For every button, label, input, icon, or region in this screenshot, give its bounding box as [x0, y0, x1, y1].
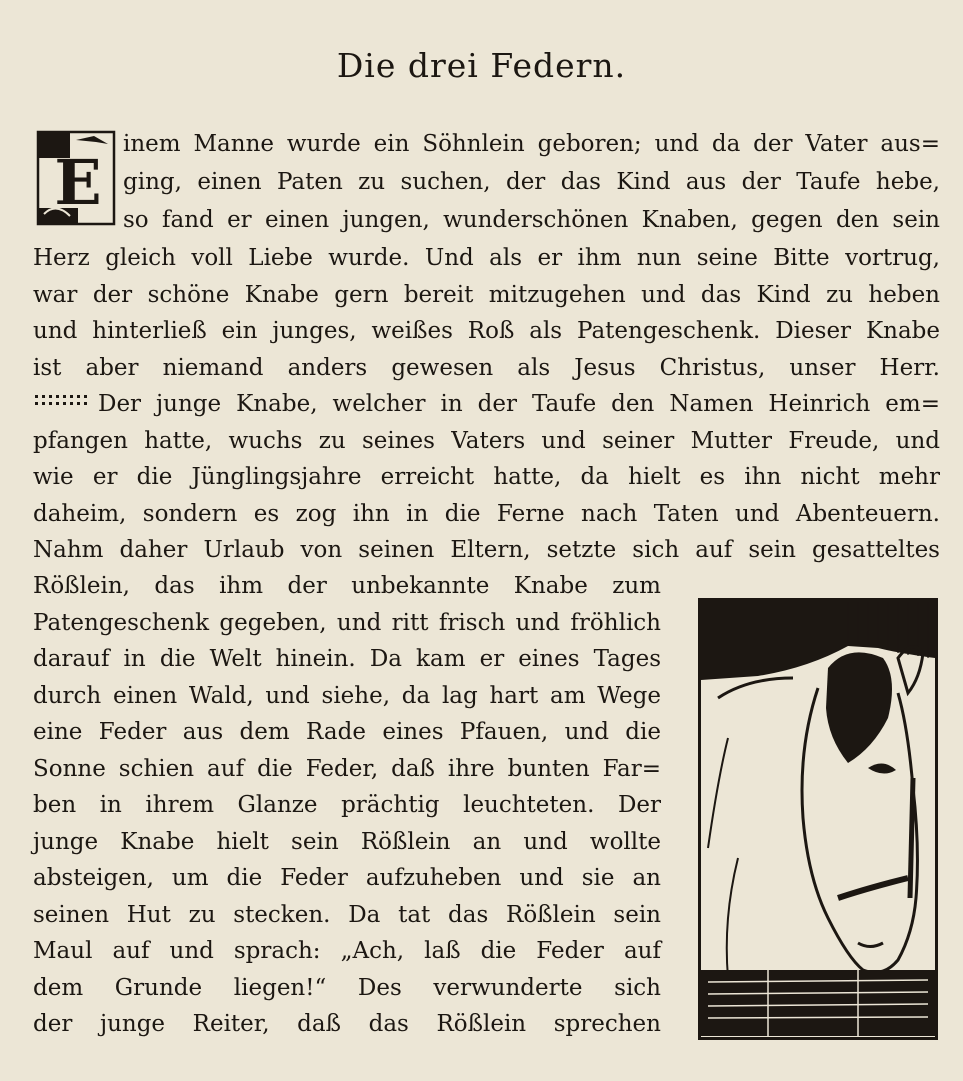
text-line: Nahm daher Urlaub von seinen Eltern, setzte sich auf sein gesatteltes [33, 537, 940, 563]
text-line: pfangen hatte, wuchs zu seines Vaters und seiner Mutter Freude, und [33, 428, 940, 454]
text-line: Der junge Knabe, welcher in der Taufe den Namen Heinrich em= [98, 391, 940, 417]
text-line: der junge Reiter, daß das Rößlein sprechen [33, 1011, 661, 1037]
text-line: Sonne schien auf die Feder, daß ihre bunten Far= [33, 756, 661, 782]
text-line: dem Grunde liegen!“ Des verwunderte sich [33, 975, 661, 1001]
dropcap-letter: E [54, 146, 102, 219]
text-line: inem Manne wurde ein Söhnlein geboren; und da der Vater aus= [123, 131, 940, 157]
text-line: daheim, sondern es zog ihn in die Ferne nach Taten und Abenteuern. [33, 501, 940, 527]
text-line: Rößlein, das ihm der unbekannte Knabe zum [33, 573, 661, 599]
text-line: darauf in die Welt hinein. Da kam er eines Tages [33, 646, 661, 672]
text-line: Maul auf und sprach: „Ach, laß die Feder auf [33, 938, 661, 964]
text-line: so fand er einen jungen, wunderschönen Knaben, gegen den sein [123, 207, 940, 233]
text-line: eine Feder aus dem Rade eines Pfauen, und die [33, 719, 661, 745]
decorated-initial [36, 130, 116, 226]
chapter-title: Die drei Federn. [336, 46, 627, 85]
section-ornament [33, 392, 89, 408]
text-line: junge Knabe hielt sein Rößlein an und wollte [33, 829, 661, 855]
text-line: absteigen, um die Feder aufzuheben und sie an [33, 865, 661, 891]
text-line: durch einen Wald, und siehe, da lag hart am Wege [33, 683, 661, 709]
text-line: Herz gleich voll Liebe wurde. Und als er ihm nun seine Bitte vortrug, [33, 245, 940, 271]
text-line: ging, einen Paten zu suchen, der das Kind aus der Taufe hebe, [123, 169, 940, 195]
text-line: wie er die Jünglingsjahre erreicht hatte, da hielt es ihn nicht mehr [33, 464, 940, 490]
text-line: seinen Hut zu stecken. Da tat das Rößlein sein [33, 902, 661, 928]
horse-illustration [698, 598, 938, 1040]
text-line: und hinterließ ein junges, weißes Roß als Patengeschenk. Dieser Knabe [33, 318, 940, 344]
text-line: war der schöne Knabe gern bereit mitzugehen und das Kind zu heben [33, 282, 940, 308]
text-line: Patengeschenk gegeben, und ritt frisch und fröhlich [33, 610, 661, 636]
text-line: ben in ihrem Glanze prächtig leuchteten. Der [33, 792, 661, 818]
text-line: ist aber niemand anders gewesen als Jesus Christus, unser Herr. [33, 355, 940, 381]
